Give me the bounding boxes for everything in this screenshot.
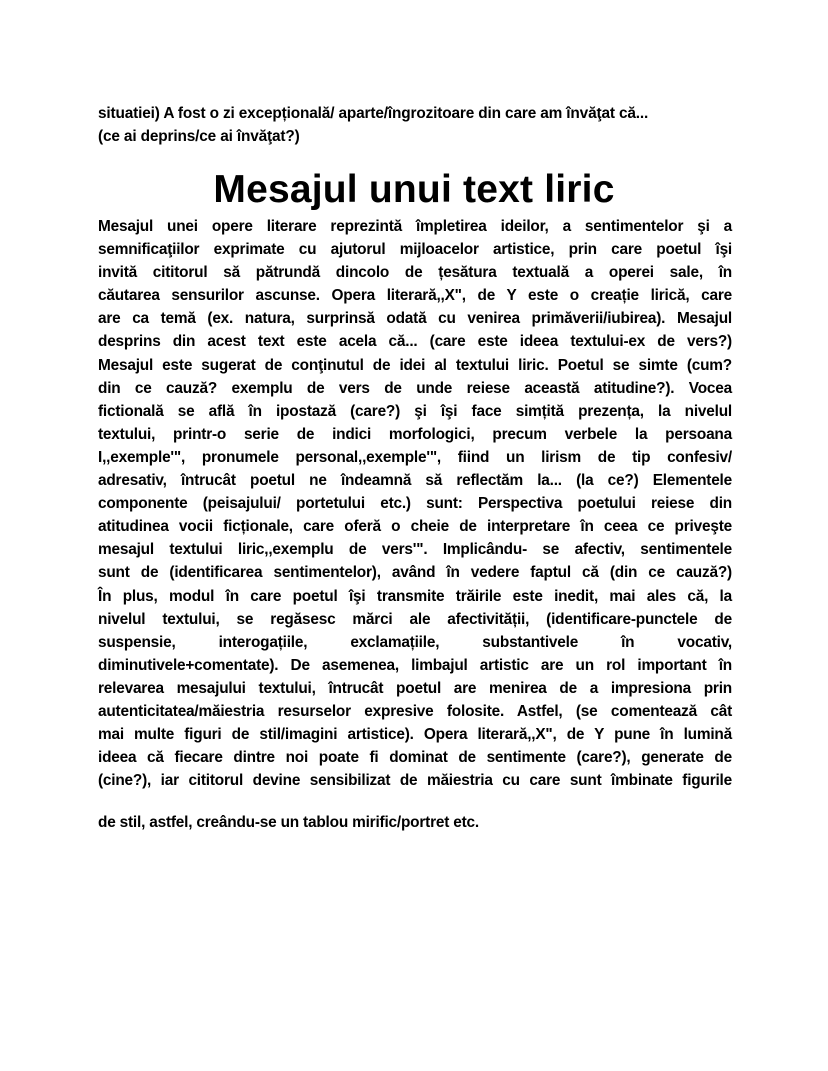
body-line: (cine?), iar cititorul devine sensibilizat de măiestria cu care sunt îmbinate figurile <box>98 772 732 790</box>
body-line: I,,exemple'", pronumele personal,,exemple'", fiind un lirism de tip confesiv/ <box>98 448 732 466</box>
intro-line: (ce ai deprins/ce ai învăţat?) <box>98 128 300 145</box>
paragraph-gap <box>98 792 732 811</box>
body-line: din ce cauză? exemplu de vers de unde reiese această atitudine?). Vocea <box>98 379 732 397</box>
body-line: invită cititorul să pătrundă dincolo de țesătura textuală a operei sale, în <box>98 264 732 282</box>
intro-paragraph <box>98 102 732 148</box>
body-line: textului, printr-o serie de indici morfologici, precum verbele la persoana <box>98 425 732 443</box>
body-line: fictională se află în ipostază (care?) şi îşi face simțită prezența, la nivelul <box>98 402 732 420</box>
body-line: suspensie, interogațiile, exclamațiile, substantivele în vocativ, <box>98 633 732 651</box>
body-line: atitudinea vocii ficționale, care oferă o cheie de interpretare în ceea ce priveşte <box>98 518 732 536</box>
body-line: mesajul textului liric,,exemplu de vers'". Implicându- se afectiv, sentimentele <box>98 541 732 559</box>
body-line: sunt de (identificarea sentimentelor), având în vedere faptul că (din ce cauză?) <box>98 564 732 582</box>
body-paragraph <box>98 215 732 834</box>
body-line: autenticitatea/măiestria resurselor expresive folosite. Astfel, (se comentează cât <box>98 702 732 720</box>
body-line: Mesajul unei opere literare reprezintă împletirea ideilor, a sentimentelor şi a <box>98 218 732 235</box>
body-line: relevarea mesajului textului, întrucât poetul are menirea de a impresiona prin <box>98 679 732 697</box>
closing-line: de stil, astfel, creându-se un tablou mirific/portret etc. <box>98 814 479 832</box>
body-line: diminutivele+comentate). De asemenea, limbajul artistic are un rol important în <box>98 656 732 674</box>
body-line: are ca temă (ex. natura, surprinsă odată cu venirea primăverii/iubirea). Mesajul <box>98 310 732 328</box>
body-line: ideea că fiecare dintre noi poate fi dominat de sentimente (care?), generate de <box>98 749 732 767</box>
body-line: Mesajul este sugerat de conţinutul de idei al textului liric. Poetul se simte (cum? <box>98 356 732 374</box>
body-line: căutarea sensurilor ascunse. Opera literară,,X", de Y este o creație lirică, care <box>98 287 732 305</box>
intro-line: situatiei) A fost o zi excepțională/ aparte/îngrozitoare din care am învăţat că... <box>98 105 649 122</box>
body-line: semnificaţiilor exprimate cu ajutorul mijloacelor artistice, prin care poetul îşi <box>98 241 732 259</box>
body-line: nivelul textului, se regăsesc mărci ale afectivității, (identificare-punctele de <box>98 610 732 628</box>
body-line: desprins din acest text este acela că... (care este ideea textului-ex de vers?) <box>98 333 732 351</box>
body-line: mai multe figuri de stil/imagini artistice). Opera literară,,X", de Y pune în lumină <box>98 726 732 744</box>
body-line: adresativ, întrucât poetul ne îndeamnă să reflectăm la... (la ce?) Elementele <box>98 472 732 490</box>
body-line: componente (peisajului/ portetului etc.) sunt: Perspectiva poetului reiese din <box>98 495 732 513</box>
page-title: Mesajul unui text liric <box>213 168 615 211</box>
body-line: În plus, modul în care poetul îşi transmite trăirile este inedit, mai ales că, la <box>98 587 732 605</box>
